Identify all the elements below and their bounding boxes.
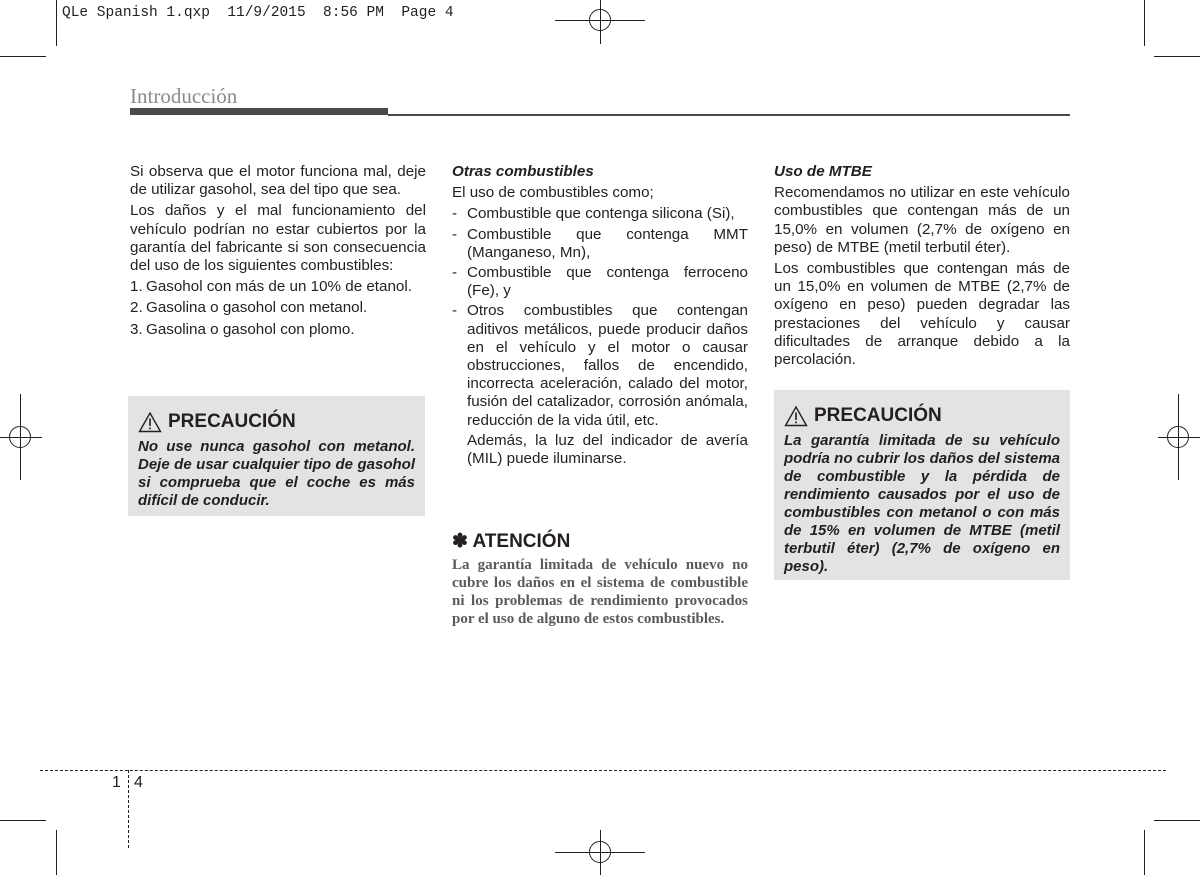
list-item	[452, 302, 748, 429]
subheading: Otras combustibles	[452, 163, 594, 180]
list-item	[452, 205, 748, 223]
fuel-list	[452, 205, 748, 429]
list-item	[130, 278, 426, 296]
footer-divider	[40, 770, 1166, 771]
list-text: Gasolina o gasohol con plomo.	[146, 320, 355, 338]
list-number: 3.	[130, 320, 143, 338]
list-number: 1.	[130, 278, 143, 296]
column-2	[452, 163, 748, 471]
warning-triangle-icon	[138, 411, 162, 433]
list-text: Combustible que contenga silicona (Si),	[467, 205, 735, 223]
fuel-list	[130, 278, 426, 339]
section-number: 1	[112, 774, 121, 791]
list-text: Combustible que contenga ferroceno (Fe), y	[467, 264, 748, 300]
list-item	[452, 226, 748, 262]
page-number: 4	[134, 774, 143, 791]
paragraph: Los daños y el mal funcionamiento del vehículo podrían no estar cubiertos por la garantía del fabricante si son consecuencia del uso de los siguientes combustibles:	[130, 202, 426, 275]
caution-box	[128, 396, 425, 516]
list-item	[130, 299, 426, 317]
list-number: 2.	[130, 299, 143, 317]
warning-triangle-icon	[784, 405, 808, 427]
caution-title: PRECAUCIÓN	[168, 411, 296, 432]
list-item	[452, 264, 748, 300]
caution-body: La garantía limitada de su vehículo podría no cubrir los daños del sistema de combustible y la pérdida de rendimiento causados por el uso de combustibles con metanol o con más de 15% en volumen de MTBE (metil terbutil éter) (2,7% de oxígeno en peso).	[784, 432, 1060, 575]
attention-icon: ✽	[452, 531, 468, 552]
list-item	[130, 321, 426, 339]
list-text: Gasolina o gasohol con metanol.	[146, 299, 368, 317]
list-text: Otros combustibles que contengan aditivos metálicos, puede producir daños en el vehículo y el motor o causar obstrucciones, fallos de encendido, incorrecta aceleración, calado del motor, fusión del catalizador, corrosión anómala, reducción de la vida útil, etc.	[467, 302, 748, 429]
column-1	[130, 163, 426, 342]
section-title: Introducción	[130, 84, 238, 108]
attention-heading	[452, 530, 570, 553]
list-text: Combustible que contenga MMT (Manganeso, Mn),	[467, 225, 748, 261]
column-3	[774, 163, 1070, 372]
caution-title: PRECAUCIÓN	[814, 405, 942, 426]
print-slug: QLe Spanish 1.qxp 11/9/2015 8:56 PM Page 4	[62, 5, 454, 21]
list-dash: -	[452, 225, 458, 243]
footer-divider-vertical	[128, 770, 129, 848]
list-dash: -	[452, 264, 458, 282]
caution-heading	[784, 404, 1060, 428]
paragraph: Si observa que el motor funciona mal, deje de utilizar gasohol, sea del tipo que sea.	[130, 163, 426, 199]
caution-heading	[138, 410, 415, 434]
caution-body: No use nunca gasohol con metanol. Deje de usar cualquier tipo de gasohol si comprueba que el coche es más difícil de conducir.	[138, 438, 415, 509]
paragraph: El uso de combustibles como;	[452, 184, 654, 202]
header-rule-thin	[388, 114, 1070, 116]
paragraph: Además, la luz del indicador de avería (MIL) puede iluminarse.	[467, 431, 748, 468]
paragraph: Recomendamos no utilizar en este vehículo combustibles que contengan más de un 15,0% en volumen (2,7% de oxígeno en peso) de MTBE (metil terbutil éter).	[774, 184, 1070, 256]
paragraph: Los combustibles que contengan más de un 15,0% en volumen de MTBE (2,7% de oxígeno en peso) pueden degradar las prestaciones del vehículo y causar dificultades de arranque debido a la percolación.	[774, 260, 1070, 369]
caution-box	[774, 390, 1070, 580]
list-dash: -	[452, 302, 458, 320]
attention-title: ATENCIÓN	[472, 531, 571, 552]
header-rule-thick	[130, 108, 388, 115]
attention-body: La garantía limitada de vehículo nuevo no cubre los daños en el sistema de combustible ni los problemas de rendimiento provocados por el uso de alguno de estos combustibles.	[452, 557, 748, 627]
list-dash: -	[452, 205, 458, 223]
subheading: Uso de MTBE	[774, 163, 872, 180]
list-text: Gasohol con más de un 10% de etanol.	[146, 278, 412, 296]
